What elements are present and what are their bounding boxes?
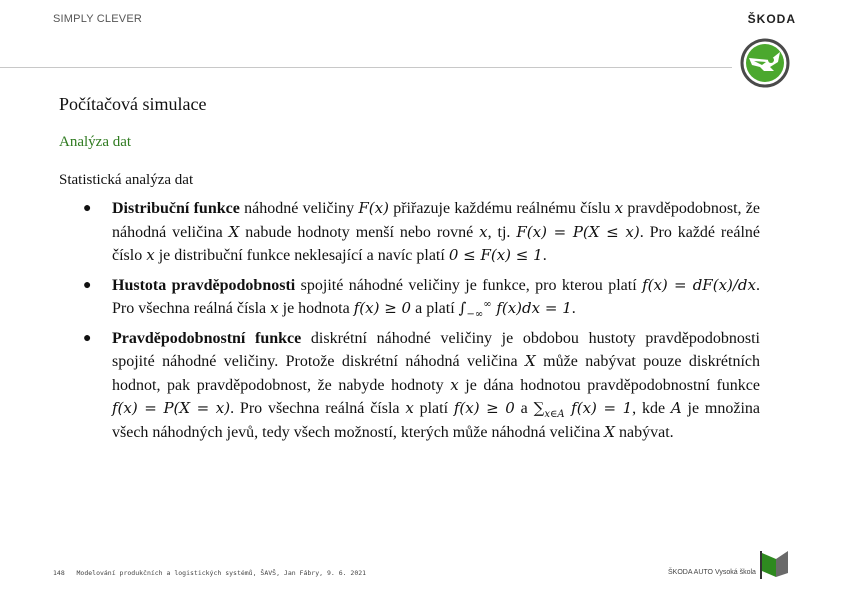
integral-upper-bound: ∞ xyxy=(483,299,492,310)
page-number: 148 xyxy=(53,569,65,577)
bullet-text: nabude hodnoty menší nebo rovné xyxy=(239,223,480,241)
bullet-term: Distribuční funkce xyxy=(112,200,240,217)
integral-expression xyxy=(458,299,572,320)
bullet-text: nabývat. xyxy=(614,423,674,441)
slide-title: Počítačová simulace xyxy=(59,94,207,114)
bullet-text: , tj. xyxy=(487,223,517,241)
bullet-list xyxy=(80,197,760,450)
bullet-text: je dána hodnotou pravděpodobnostní funkce xyxy=(458,376,761,394)
skoda-logo-icon xyxy=(740,38,790,88)
bullet-text: je hodnota xyxy=(278,300,354,317)
header-divider xyxy=(0,67,732,68)
bullet-text: , kde xyxy=(632,400,671,417)
sum-sign: ∑ xyxy=(533,399,545,417)
math-expression: x xyxy=(479,222,488,241)
citation-text: Modelování produkčních a logistických systémů, ŠAVŠ, Jan Fábry, 9. 6. 2021 xyxy=(76,569,367,577)
bullet-term: Hustota pravděpodobnosti xyxy=(112,276,296,294)
bullet-text: a xyxy=(514,400,534,417)
bullet-text: pravděpodobnost, že náhodná veličina xyxy=(112,200,761,241)
bullet-dot-icon: ● xyxy=(83,330,92,346)
math-expression: f(x) ≥ 0 xyxy=(453,399,515,417)
math-expression: X xyxy=(228,222,240,241)
math-expression: x xyxy=(405,399,414,417)
bullet-text: platí xyxy=(413,400,454,417)
bullet-text: přiřazuje každému reálnému číslu xyxy=(388,200,615,217)
bullet-text: . Pro všechna reálná čísla xyxy=(112,276,760,317)
bullet-probability-density xyxy=(80,274,760,321)
sum-expression xyxy=(533,399,633,420)
sum-subscript: x∈A xyxy=(544,409,565,420)
section-heading: Statistická analýza dat xyxy=(59,172,194,188)
footer-school: ŠKODA AUTO Vysoká škola xyxy=(668,569,756,576)
bullet-text: diskrétní náhodné veličiny je obdobou hustoty pravděpodobnosti spojité náhodné veličiny. Protože diskrétní náhodná veličina xyxy=(112,329,761,370)
math-expression: F(x) = P(X ≤ x) xyxy=(516,222,640,241)
bullet-text: je množina všech náhodných jevů, tedy všech možností, kterých může náhodná veličina xyxy=(112,400,761,441)
math-expression: F(x) xyxy=(358,199,389,217)
brand-name: ŠKODA xyxy=(747,12,796,26)
math-expression: x xyxy=(450,375,459,394)
integral-sign: ∫ xyxy=(458,299,467,317)
bullet-text: a platí xyxy=(411,300,459,317)
bullet-term: Pravděpodobnostní funkce xyxy=(112,329,302,347)
math-expression: f(x) = P(X = x) xyxy=(112,399,231,417)
bullet-text: . xyxy=(571,300,576,317)
footer-citation xyxy=(53,569,366,577)
math-expression: A xyxy=(670,399,682,417)
math-expression: f(x) = 1 xyxy=(571,399,633,417)
bullet-dot-icon: ● xyxy=(83,277,92,293)
math-expression: X xyxy=(604,422,615,441)
bullet-dot-icon: ● xyxy=(83,201,92,216)
bullet-text: spojité náhodné veličiny je funkce, pro kterou platí xyxy=(295,276,643,294)
bullet-probability-function xyxy=(80,327,760,445)
math-expression: x xyxy=(614,199,624,217)
school-flag-icon xyxy=(758,549,792,581)
math-expression: f(x) ≥ 0 xyxy=(353,299,412,317)
bullet-distribution-function xyxy=(80,197,760,268)
math-expression: f(x)dx = 1 xyxy=(496,299,572,317)
bullet-text: je distribuční funkce neklesající a navíc platí xyxy=(154,247,449,264)
bullet-text: . xyxy=(542,247,547,264)
bullet-text: může nabývat pouze diskrétních hodnot, pak pravděpodobnost, že nabyde hodnoty xyxy=(112,353,760,394)
math-expression: f(x) = dF(x)/dx xyxy=(642,275,756,294)
brand-slogan: SIMPLY CLEVER xyxy=(53,13,143,25)
math-expression: x xyxy=(146,246,155,264)
integral-lower-bound: −∞ xyxy=(466,309,484,320)
bullet-text: náhodné veličiny xyxy=(239,200,359,217)
math-expression: 0 ≤ F(x) ≤ 1 xyxy=(448,246,543,264)
slide-subtitle: Analýza dat xyxy=(59,134,132,150)
bullet-text: . Pro každé reálné číslo xyxy=(112,223,761,264)
math-expression: X xyxy=(525,352,536,370)
bullet-text: . Pro všechna reálná čísla xyxy=(230,400,406,417)
math-expression: x xyxy=(270,299,279,317)
